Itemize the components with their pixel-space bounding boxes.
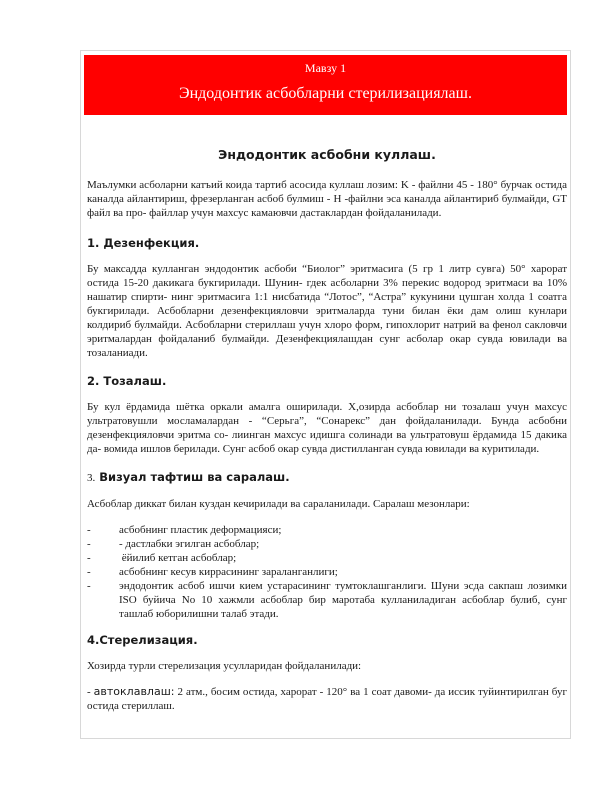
list-item bbox=[87, 523, 567, 537]
list-item bbox=[87, 551, 567, 565]
dash-marker: - bbox=[87, 552, 91, 564]
section-4-text: Хозирда турли стерелизация усулларидан фойдаланилади: bbox=[87, 660, 362, 672]
dash-marker: - bbox=[87, 566, 91, 578]
dash-marker: - bbox=[87, 524, 91, 536]
list-item-text: - дастлабки эгилган асбоблар; bbox=[119, 538, 260, 550]
topic-banner bbox=[84, 55, 567, 115]
section-1-text: Бу максадда кулланган эндодонтик асбоби “Биолог” эритмасига (5 гр 1 литр сувга) 50° харорат остида 15-20 дакикага букгирилади. Шунин- гдек асболарни 3% перекис водород эритмаси ва 10% нашатир спирти- нинг эритмасига 1:1 нисбатида “Лотос”, “Астра” кукунини цушган холда 1 соатга букгирилади. Асбобларни дезенфекцияловчи эритмаларда туни билан ёки дам олиш кунлари колдириб булмайди. Асбобларни стериллаш учун хлоро форм, гипохлорит натрий ва фенол сакловчи эритмалардан фойдаланиб булмайди. Дезенфекциялашдан сунг асболар окар сувда ювилади ва тозаланиади. bbox=[87, 263, 567, 359]
section-2-heading: 2. Тозалаш. bbox=[87, 374, 167, 388]
list-item-text: ёйилиб кетган асбоблар; bbox=[119, 552, 237, 564]
section-1-heading: 1. Дезенфекция. bbox=[87, 236, 200, 250]
list-item-text: эндодонтик асбоб ишчи кием устарасининг тумтоклашганлиги. Шуни эсда сакпаш лозимки ISO буйича No 10 хажмли асбоблар бир маротаба кулланиладиган асбоблар булиб, сунг ташлаб юборилишни талаб этади. bbox=[119, 580, 567, 620]
section-2-text: Бу кул ёрдамида шётка оркали амалга оширилади. Х,озирда асбоблар ни тозалаш учун махсус ультратовушли мосламалардан - “Серьга”, “Сонарекс” дан фойдаланилади. Бунда асбобни дезенфекцияловчи эритма со- лиинган махсус идишга солинади ва ультратовуш ёрдамида 15 дакика да- вомида ишлов берилади. Сунг асбоб окар сувда дистилланган сувда ювилади ва куритилади. bbox=[87, 401, 567, 455]
dash-marker: - bbox=[87, 538, 91, 550]
topic-label: Мавзу 1 bbox=[304, 61, 347, 75]
list-item-text: асбобнинг пластик деформацияси; bbox=[119, 524, 282, 536]
section-4-item bbox=[87, 685, 567, 713]
topic-title: Эндодонтик асбобларни стерилизациялаш. bbox=[179, 85, 472, 102]
section-3-text: Асбоблар диккат билан куздан кечирилади ва сараланилади. Саралаш мезонлари: bbox=[87, 498, 470, 510]
intro-paragraph: Маълумки асболарни катъий коида тартиб асосида куллаш лозим: K - файлни 45 - 180° бурчак остида каналда айлантириш, фрезерланган асбоб булмиш - H -файлни эса каналда айлантириб булмайди, GT файл ва про- файллар учун махсус камаювчи дастаклардан фойдаланилади. bbox=[87, 179, 567, 219]
item-prefix: - bbox=[87, 686, 94, 698]
section-3-number: 3. bbox=[87, 472, 96, 484]
item-text: 2 атм., босим остида, харорат - 120° ва 1 соат давоми- да иссик туйинтирилган буг остида стериллаш. bbox=[87, 686, 568, 712]
section-3-heading bbox=[87, 470, 567, 485]
item-term: автоклавлаш: bbox=[93, 685, 175, 698]
list-item-text: асбобнинг кесув киррасининг зараланганлиги; bbox=[119, 566, 338, 578]
dash-marker: - bbox=[87, 580, 91, 592]
list-item bbox=[87, 565, 567, 579]
criteria-list bbox=[87, 523, 567, 621]
section-3-title: Визуал тафтиш ва саралаш. bbox=[99, 470, 290, 484]
main-heading: Эндодонтик асбобни куллаш. bbox=[218, 147, 436, 162]
list-item bbox=[87, 537, 567, 551]
document-body bbox=[87, 148, 567, 713]
section-4-heading: 4.Стерелизация. bbox=[87, 633, 198, 647]
list-item bbox=[87, 579, 567, 621]
